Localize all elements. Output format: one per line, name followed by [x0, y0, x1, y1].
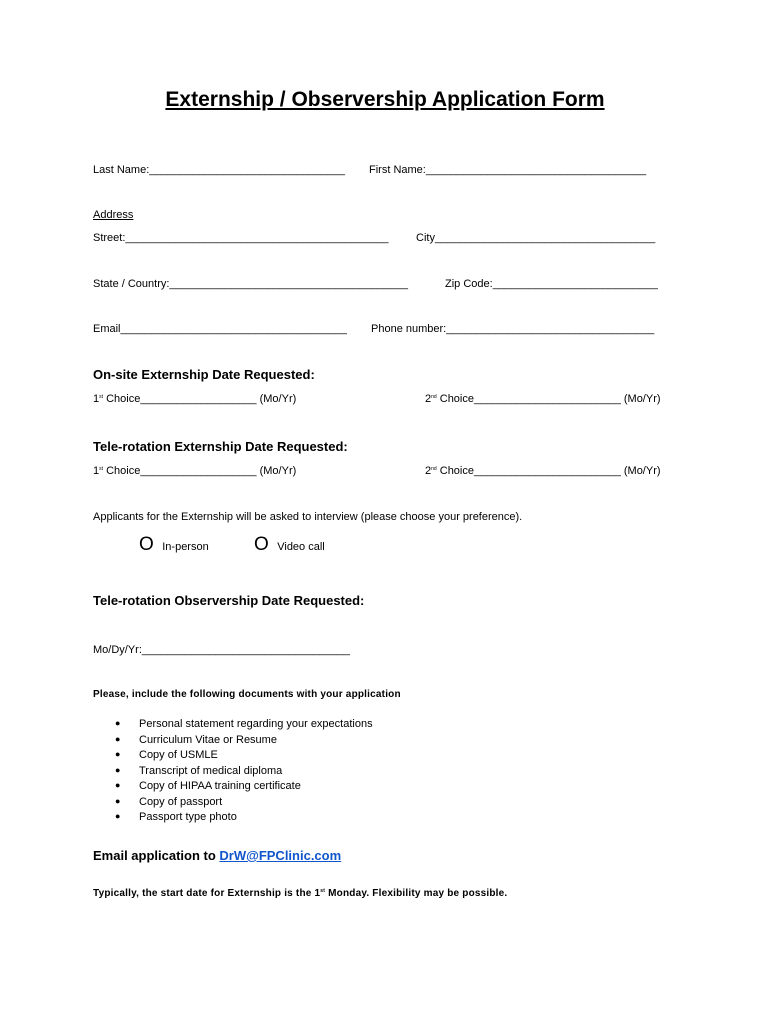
choice-text: Choice________________________ (Mo/Yr)	[436, 465, 661, 477]
list-item-label: Copy of USMLE	[139, 749, 218, 761]
onsite-externship-heading: On-site Externship Date Requested:	[93, 367, 315, 382]
email-link[interactable]: DrW@FPClinic.com	[219, 848, 342, 863]
telerotation-first-choice-field[interactable]	[93, 465, 296, 477]
observership-date-field[interactable]: Mo/Dy/Yr:__________________________________	[93, 644, 350, 656]
list-item	[115, 811, 475, 827]
observership-heading: Tele-rotation Observership Date Requested:	[93, 593, 365, 608]
bullet-icon: ●	[115, 749, 121, 759]
list-item-label: Curriculum Vitae or Resume	[139, 733, 277, 746]
radio-circle-icon[interactable]: O	[139, 534, 154, 555]
choice-ordinal: nd	[431, 394, 437, 400]
telerotation-second-choice-field[interactable]	[425, 465, 661, 477]
choice-ordinal: st	[99, 394, 104, 400]
note-ordinal: st	[320, 888, 326, 894]
list-item-label: Passport type photo	[139, 811, 237, 823]
choice-text: Choice___________________ (Mo/Yr)	[103, 465, 297, 477]
onsite-second-choice-field[interactable]	[425, 393, 661, 405]
address-heading: Address	[93, 209, 134, 221]
list-item	[115, 796, 475, 812]
list-item	[115, 749, 475, 765]
choice-number: 1	[93, 393, 100, 405]
in-person-label: In-person	[162, 541, 209, 553]
choice-text: Choice________________________ (Mo/Yr)	[436, 393, 661, 405]
form-title: Externship / Observership Application Form	[165, 88, 605, 111]
bullet-icon: ●	[115, 764, 121, 775]
street-field[interactable]: Street:___________________________________________	[93, 232, 389, 244]
documents-list	[115, 718, 475, 827]
state-country-field[interactable]: State / Country:_______________________________________	[93, 278, 409, 290]
choice-number: 1	[93, 465, 100, 477]
email-application-prefix: Email application to	[93, 848, 220, 863]
last-name-field[interactable]: Last Name:________________________________	[93, 164, 346, 176]
video-call-label: Video call	[277, 541, 325, 553]
in-person-option[interactable]	[139, 534, 209, 556]
note-text-start: Typically, the start date for Externship is the 1	[93, 888, 321, 899]
bullet-icon: ●	[115, 733, 121, 744]
interview-instructions: Applicants for the Externship will be asked to interview (please choose your preference).	[93, 511, 523, 523]
bullet-icon: ●	[115, 795, 121, 806]
list-item	[115, 718, 475, 734]
choice-number: 2	[425, 393, 432, 405]
bullet-icon: ●	[115, 780, 121, 790]
radio-circle-icon[interactable]: O	[254, 534, 269, 555]
list-item-label: Transcript of medical diploma	[139, 764, 283, 777]
phone-number-field[interactable]: Phone number:__________________________________	[371, 323, 655, 335]
list-item	[115, 780, 475, 796]
note-text-end: Monday. Flexibility may be possible.	[325, 888, 508, 899]
list-item-label: Personal statement regarding your expectations	[139, 718, 373, 730]
list-item-label: Copy of passport	[139, 795, 223, 808]
choice-ordinal: nd	[431, 466, 437, 472]
telerotation-externship-heading: Tele-rotation Externship Date Requested:	[93, 439, 348, 454]
start-date-note	[93, 888, 507, 899]
email-application-line	[93, 848, 341, 863]
choice-number: 2	[425, 465, 432, 477]
first-name-field[interactable]: First Name:____________________________________	[369, 164, 647, 176]
list-item	[115, 734, 475, 750]
onsite-first-choice-field[interactable]	[93, 393, 296, 405]
email-field[interactable]: Email_____________________________________	[93, 323, 347, 335]
zip-code-field[interactable]: Zip Code:___________________________	[445, 278, 658, 290]
documents-heading: Please, include the following documents with your application	[93, 689, 401, 700]
city-field[interactable]: City____________________________________	[416, 232, 656, 244]
list-item	[115, 765, 475, 781]
video-call-option[interactable]	[254, 534, 325, 556]
bullet-icon: ●	[115, 811, 121, 821]
list-item-label: Copy of HIPAA training certificate	[139, 780, 301, 792]
choice-ordinal: st	[99, 466, 104, 472]
bullet-icon: ●	[115, 718, 121, 728]
choice-text: Choice___________________ (Mo/Yr)	[103, 393, 297, 405]
